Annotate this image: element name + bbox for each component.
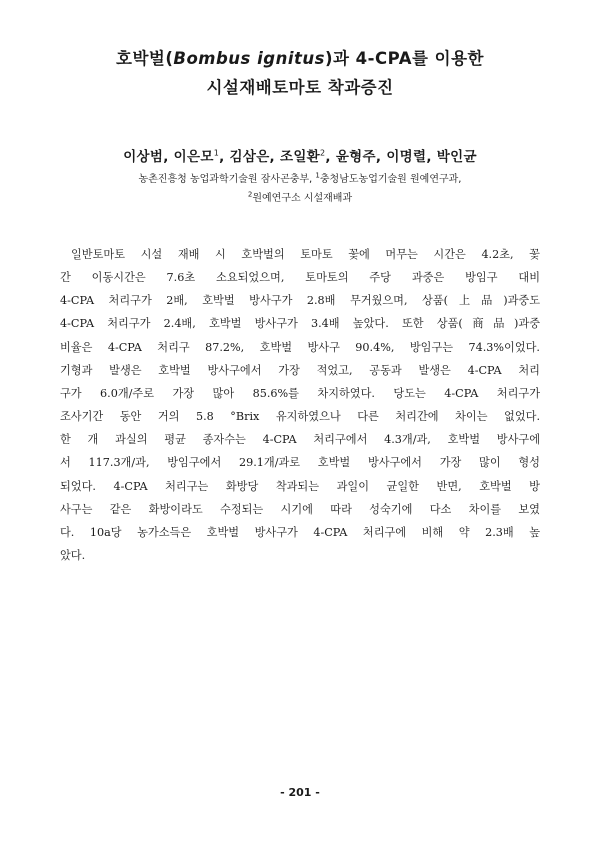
abstract-line: 사구는 같은 화방이라도 수정되는 시기에 따라 성숙기에 다소 차이를 보였 [60,502,540,516]
author-name: 김삼은 [229,149,270,165]
abstract-line: 일반토마토 시설 재배 시 호박벌의 토마토 꽃에 머무는 시간은 4.2초, 꽃 [71,248,540,261]
abstract-line: 기형과 발생은 호박벌 방사구에서 가장 적었고, 공동과 발생은 4-CPA 처리 [60,363,540,377]
page-number: - 201 - [280,786,320,799]
affiliation-line-2 [0,189,600,204]
author-separator: , [163,149,174,165]
author-name: 이상범 [123,149,164,165]
affiliation-text: 농촌진흥청 농업과학기술원 잠사곤충부, [138,174,316,185]
author-separator: , [219,149,230,165]
title-line-2: 시설재배토마토 착과증진 [206,78,394,97]
author-separator: , [426,149,437,165]
abstract-line: 다. 10a당 농가소득은 호박벌 방사구가 4-CPA 처리구에 비해 약 2.3배 높 [60,525,540,539]
abstract-line: 조사기간 동안 거의 5.8 °Brix 유지하였으나 다른 처리간에 차이는 없었다. [60,410,540,424]
author-name: 조일환 [279,149,321,165]
author-name: 윤형주 [335,149,376,165]
author-name: 박인균 [436,149,477,165]
abstract-line: 비율은 4-CPA 처리구 87.2%, 호박벌 방사구 90.4%, 방임구는 74.3%이었다. [60,340,540,354]
author-list [0,145,600,165]
affiliation-text: 충청남도농업기술원 원예연구과, [319,174,462,185]
abstract-line: 았다. [60,549,86,563]
abstract-line: 구가 6.0개/주로 가장 많아 85.6%를 차지하였다. 당도는 4-CPA 처리구가 [60,386,540,400]
author-name: 이명렬 [386,149,427,165]
abstract-line: 한 개 과실의 평균 종자수는 4-CPA 처리구에서 4.3개/과, 호박벌 방사구에 [60,433,540,447]
author-affiliation-marker: 1 [213,148,220,158]
author-name: 이은모 [173,149,214,165]
title-species-italic: Bombus ignitus [173,49,325,68]
abstract-line: 4-CPA 처리구가 2.4배, 호박벌 방사구가 3.4배 높았다. 또한 상품(商品)과중 [60,317,540,331]
abstract-line: 서 117.3개/과, 방임구에서 29.1개/과로 호박벌 방사구에서 가장 많이 형성 [60,456,540,470]
abstract-line: 되었다. 4-CPA 처리구는 화방당 착과되는 과일이 균일한 반면, 호박벌 방 [60,479,540,493]
affiliation-text: 원예연구소 시설재배과 [252,193,353,204]
author-separator: , [269,149,280,165]
abstract-line: 간 이동시간은 7.6초 소요되었으며, 토마토의 주당 과중은 방임구 대비 [60,271,540,285]
affiliation-marker: 2 [247,190,253,199]
title-line-1 [0,44,600,73]
abstract-line: 4-CPA 처리구가 2배, 호박벌 방사구가 2.8배 무거웠으며, 상품(上品)과중도 [60,294,540,308]
abstract-body [60,243,540,567]
author-separator: , [375,149,387,165]
author-affiliation-marker: 2 [320,148,326,158]
paper-title [0,44,600,102]
title-part-post: )과 4-CPA를 이용한 [324,49,484,68]
title-part-pre: 호박벌( [116,49,174,68]
affiliation-line-1 [0,170,600,185]
affiliation-marker: 1 [315,171,320,180]
author-separator: , [325,149,336,165]
